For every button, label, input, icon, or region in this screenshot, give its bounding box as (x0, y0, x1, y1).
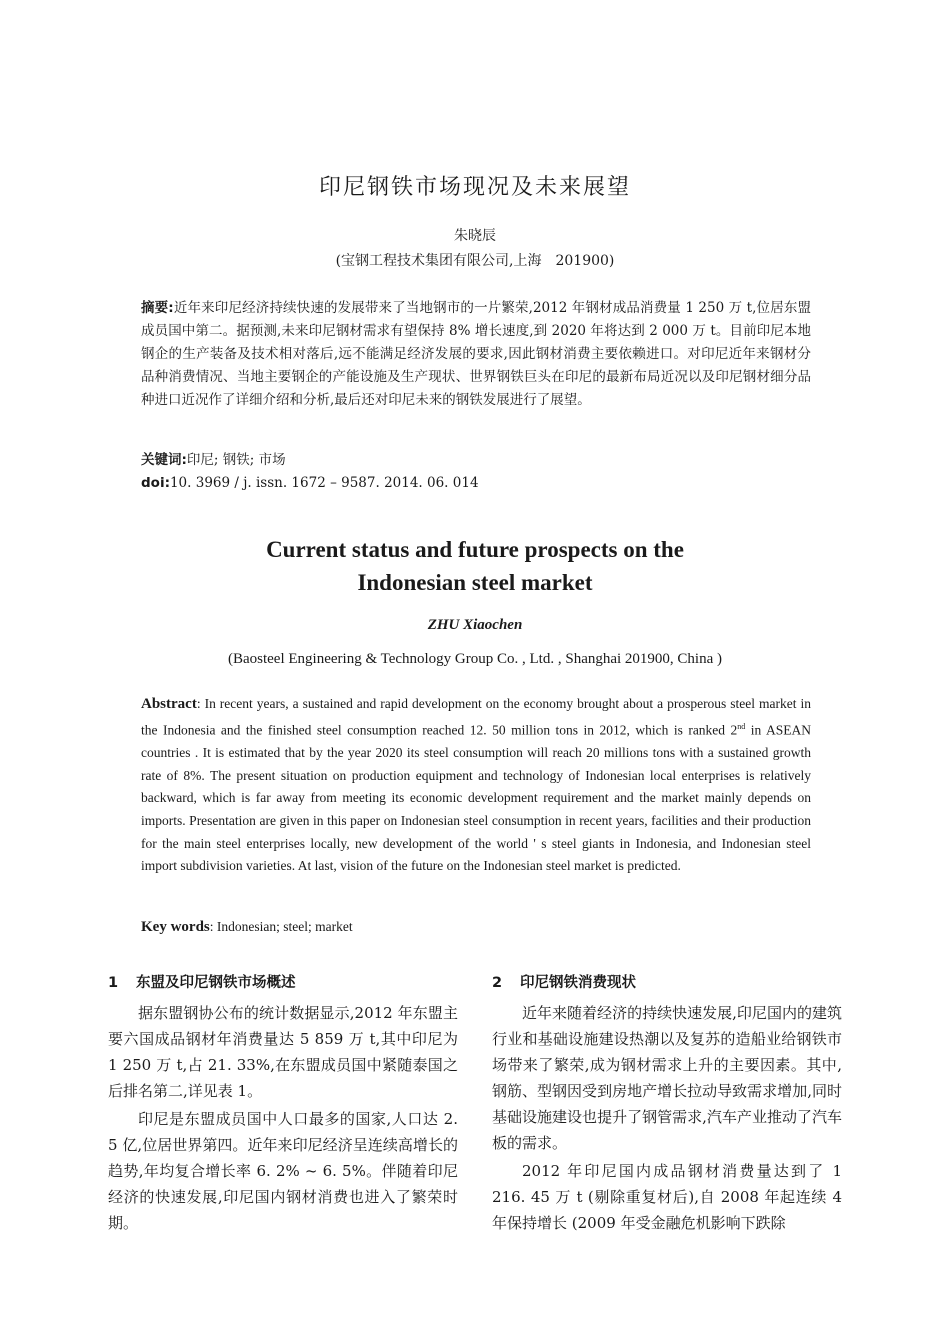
english-abstract-text-1: In recent years, a sustained and rapid development on the economy brought about a prosperous steel market in the Indonesia and the finished steel consumption reached 12. 50 million tons in 2012, which is ranked 2 (141, 696, 811, 738)
english-keywords-label: Key words (141, 919, 210, 935)
english-keywords (141, 919, 811, 936)
section-1-number: 1 (108, 975, 119, 991)
english-affiliation: (Baosteel Engineering & Technology Group Co. , Ltd. , Shanghai 201900, China ) (227, 651, 722, 667)
section-2-number: 2 (492, 975, 503, 991)
english-abstract-text-2: in ASEAN countries . It is estimated that by the year 2020 its steel consumption will reach 20 millions tons with a sustained growth rate of 8%. The present situation on production equipment and technology of Indonesian local enterprises is relatively backward, which is far away from meeting its economic development requirement and the market mainly depends on imports. Presentation are given in this paper on Indonesian steel consumption in recent years, facilities and their production for the main steel enterprises locally, new development of the world ' s steel giants in Indonesia, and Indonesian steel import subdivision varieties. At last, vision of the future on the Indonesian steel market is predicted. (141, 722, 811, 874)
chinese-abstract-text: 近年来印尼经济持续快速的发展带来了当地钢市的一片繁荣,2012 年钢材成品消费量 1 250 万 t,位居东盟成员国中第二。据预测,未来印尼钢材需求有望保持 8% 增长速度,到 2020 年将达到 2 000 万 t。目前印尼本地钢企的生产装备及技术相对落后,远不能满足经济发展的要求,因此钢材消费主要依赖进口。对印尼近年来钢材分品种消费情况、当地主要钢企的产能设施及生产现状、世界钢铁巨头在印尼的最新布局近况以及印尼钢材细分品种进口近况作了详细介绍和分析,最后还对印尼未来的钢铁发展进行了展望。 (141, 300, 811, 408)
english-abstract-superscript: nd (737, 721, 746, 731)
section-1-paragraph-1: 据东盟钢协公布的统计数据显示,2012 年东盟主要六国成品钢材年消费量达 5 859 万 t,其中印尼为 1 250 万 t,占 21. 33%,在东盟成员国中紧随泰国之后排名第二,详见表 1。 (108, 1004, 458, 1100)
chinese-abstract (141, 297, 811, 412)
chinese-keywords (141, 449, 811, 472)
section-2-heading (492, 970, 842, 996)
doi-text: 10. 3969 / j. issn. 1672 – 9587. 2014. 06. 014 (169, 475, 479, 491)
english-keywords-text: : Indonesian; steel; market (209, 919, 353, 934)
chinese-keywords-text: 印尼; 钢铁; 市场 (186, 452, 286, 468)
english-abstract-separator: : (196, 696, 201, 711)
english-author: ZHU Xiaochen (427, 617, 523, 633)
section-2-paragraph-2: 2012 年印尼国内成品钢材消费量达到了 1 216. 45 万 t (剔除重复材后),自 2008 年起连续 4 年保持增长 (2009 年受金融危机影响下跌除 (492, 1162, 842, 1232)
section-1-paragraph-2: 印尼是东盟成员国中人口最多的国家,人口达 2. 5 亿,位居世界第四。近年来印尼经济呈连续高增长的趋势,年均复合增长率 6. 2% ~ 6. 5%。伴随着印尼经济的快速发展,印尼国内钢材消费也进入了繁荣时期。 (108, 1110, 458, 1232)
section-2-paragraph-1: 近年来随着经济的持续快速发展,印尼国内的建筑行业和基础设施建设热潮以及复苏的造船业给钢铁市场带来了繁荣,成为钢材需求上升的主要因素。其中,钢筋、型钢因受到房地产增长拉动导致需求增加,同时基础设施建设也提升了钢管需求,汽车产业推动了汽车板的需求。 (492, 1004, 842, 1152)
doi-label: doi: (141, 475, 170, 491)
section-2-title: 印尼钢铁消费现状 (520, 975, 636, 991)
chinese-author: 朱晓辰 (454, 228, 496, 244)
doi-line (141, 472, 811, 495)
section-1 (108, 970, 458, 1238)
section-1-title: 东盟及印尼钢铁市场概述 (136, 975, 296, 991)
chinese-keywords-label: 关键词: (141, 452, 187, 468)
section-2 (492, 970, 842, 1238)
english-title-line-1: Current status and future prospects on the (266, 537, 684, 562)
english-abstract (141, 693, 811, 878)
english-abstract-label: Abstract (141, 696, 197, 712)
chinese-title: 印尼钢铁市场现况及未来展望 (318, 175, 631, 200)
english-title-line-2: Indonesian steel market (357, 570, 593, 595)
chinese-affiliation: (宝钢工程技术集团有限公司,上海 201900) (335, 253, 615, 269)
section-1-heading (108, 970, 458, 996)
english-title (0, 533, 950, 599)
chinese-abstract-label: 摘要: (141, 300, 174, 316)
